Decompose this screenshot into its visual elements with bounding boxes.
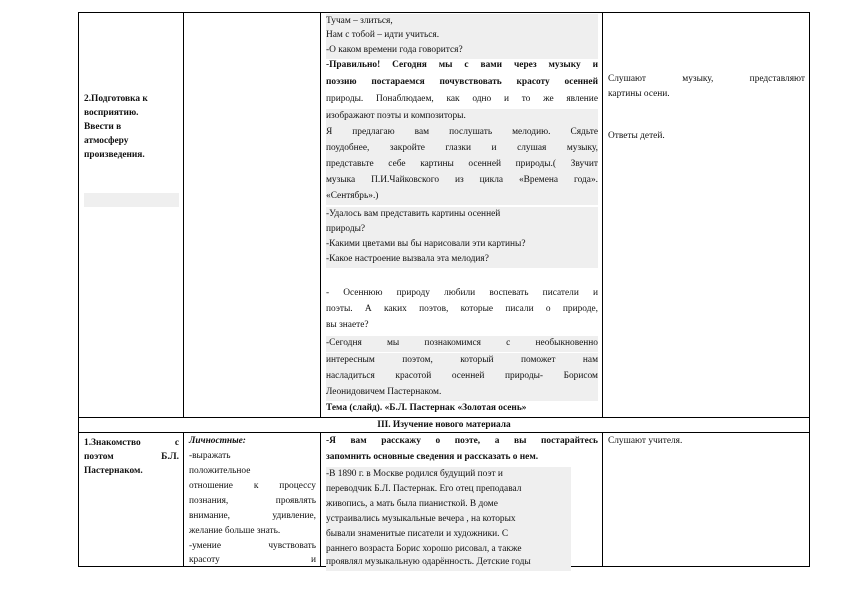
text-line: поудобнее, закройте глазки и слушая музыку,	[326, 141, 598, 157]
text-line: раннего возраста Борис хорошо рисовал, а также	[326, 542, 571, 558]
text-line: вы знаете?	[326, 320, 369, 330]
row-divider-bottom	[78, 432, 810, 433]
column-divider-3	[602, 12, 603, 417]
text-line: природы?	[326, 222, 598, 238]
text-line: внимание, удивление,	[189, 511, 316, 521]
text-line: -Какое настроение вызвала эта мелодия?	[326, 252, 598, 268]
uud-title: Личностные:	[189, 436, 246, 446]
text-line: -Я вам расскажу о поэте, а вы постарайтесь	[326, 436, 598, 446]
column-divider-2b	[320, 432, 321, 567]
text-line: -Удалось вам представить картины осенней	[326, 207, 598, 223]
section-line: поэтом Б.Л.	[84, 452, 179, 462]
column-divider-1b	[183, 432, 184, 567]
text-line: музыка П.И.Чайковского из цикла «Времена года».	[326, 173, 598, 189]
text-line: переводчик Б.Л. Пастернак. Его отец преподавал	[326, 482, 571, 498]
text-line: -Сегодня мы познакомимся с необыкновенно	[326, 336, 598, 352]
text-line: Ответы детей.	[608, 131, 665, 141]
text-line: запомнить основные сведения и рассказать о нем.	[326, 452, 539, 462]
text-line: насладиться красотой осенней природы- Борисом	[326, 369, 598, 385]
section-label-2	[84, 436, 179, 478]
text-line: -Какими цветами вы бы нарисовали эти картины?	[326, 237, 598, 253]
text-line: - Осеннюю природу любили воспевать писатели и	[326, 288, 598, 298]
text-line: желание больше знать.	[189, 526, 281, 536]
stage-header: III. Изучение нового материала	[377, 420, 511, 430]
column-divider-2	[320, 12, 321, 417]
section-line: Ввести в	[84, 122, 122, 132]
shaded-cell-fragment	[84, 193, 179, 207]
section-line: 2.Подготовка к	[84, 94, 148, 104]
text-line: «Сентябрь».)	[326, 189, 598, 205]
text-line: -выражать	[189, 451, 231, 461]
text-line: поэзию постараемся почувствовать красоту осенней	[326, 77, 598, 87]
text-line: красоту и	[189, 555, 316, 565]
section-line: 1.Знакомство с	[84, 438, 179, 448]
text-line: интересным поэтом, который поможет нам	[326, 353, 598, 369]
text-line: Я предлагаю вам послушать мелодию. Сядьте	[326, 125, 598, 141]
text-line: представьте себе картины осенней природы.( Звучит	[326, 157, 598, 173]
section-line: атмосферу	[84, 136, 129, 146]
text-line: поэты. А каких поэтов, которые писали о природе,	[326, 304, 598, 314]
text-line: -В 1890 г. в Москве родился будущий поэт и	[326, 467, 571, 483]
text-line: бывали знаменитые писатели и художники. С	[326, 527, 571, 543]
topic-line: Тема (слайд). «Б.Л. Пастернак «Золотая осень»	[326, 403, 527, 413]
text-line: -Правильно! Сегодня мы с вами через музыку и	[326, 60, 598, 70]
text-line: устраивались музыкальные вечера , на которых	[326, 512, 571, 528]
text-line: проявлял музыкальную одарённость. Детские годы	[326, 555, 571, 571]
column-divider-1	[183, 12, 184, 417]
text-line: Леонидовичем Пастернаком.	[326, 385, 598, 401]
text-line: -умение чувствовать	[189, 541, 316, 551]
text-line: Нам с тобой – идти учиться.	[326, 28, 598, 44]
student-activity-text-2: Слушают учителя.	[608, 436, 683, 446]
section-line: восприятию.	[84, 108, 139, 118]
text-line: отношение к процессу	[189, 481, 316, 491]
text-line: -О каком времени года говорится?	[326, 43, 598, 59]
text-line: изображают поэты и композиторы.	[326, 109, 598, 125]
text-line: Слушают музыку, представляют	[608, 74, 805, 84]
text-line: картины осени.	[608, 89, 670, 99]
text-line: природы. Понаблюдаем, как одно и то же явление	[326, 94, 598, 104]
text-line: Тучам – злиться,	[326, 14, 598, 30]
text-line: положительное	[189, 466, 251, 476]
text-line: живопись, а мать была пианисткой. В доме	[326, 497, 571, 513]
text-line: познания, проявлять	[189, 496, 316, 506]
section-line: произведения.	[84, 150, 145, 160]
section-line: Пастернаком.	[84, 466, 143, 476]
column-divider-3b	[602, 432, 603, 567]
section-label-1	[84, 92, 148, 162]
